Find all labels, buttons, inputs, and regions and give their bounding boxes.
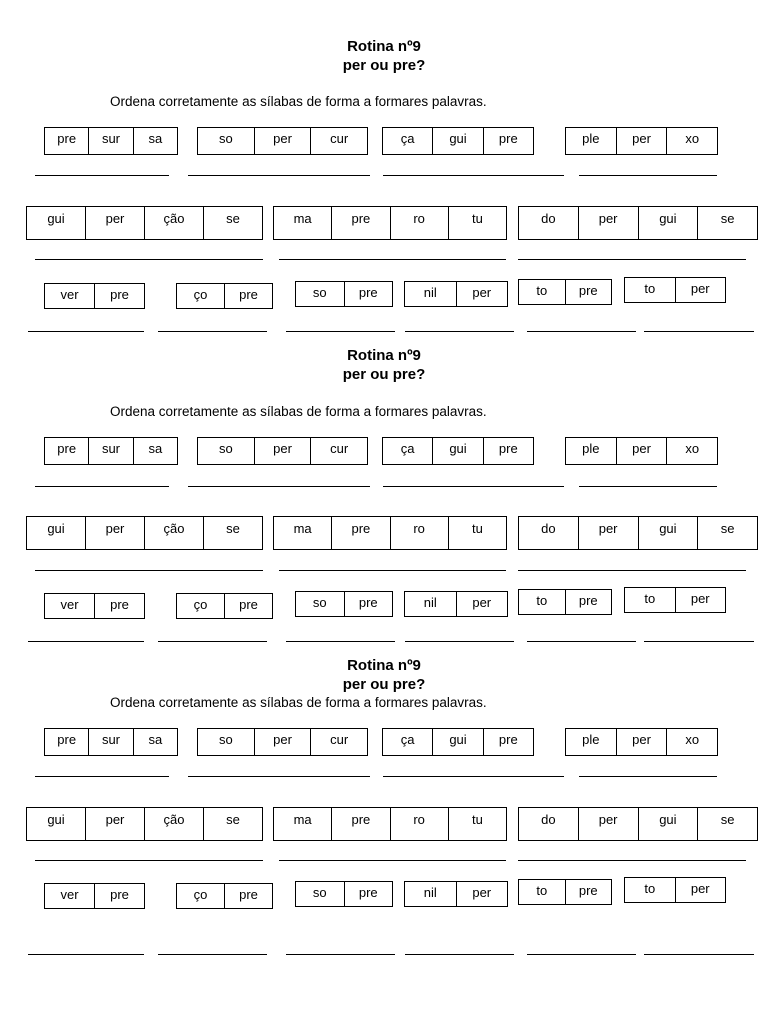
answer-line[interactable]: [286, 954, 395, 955]
syllable-cell: gui: [639, 808, 699, 840]
syllable-cell: per: [617, 729, 668, 755]
routine-question: per ou pre?: [342, 366, 426, 383]
syllable-cell: ver: [45, 884, 95, 908]
answer-line[interactable]: [383, 175, 564, 176]
syllable-box: [44, 883, 145, 909]
answer-line[interactable]: [35, 776, 169, 777]
syllable-cell: pre: [239, 597, 258, 612]
answer-line[interactable]: [35, 486, 169, 487]
answer-line[interactable]: [286, 331, 395, 332]
syllable-cell: ma: [274, 207, 332, 239]
syllable-box: [44, 728, 178, 756]
syllable-box: [26, 807, 263, 841]
syllable-box: [565, 127, 718, 155]
syllable-cell: gui: [639, 517, 699, 549]
syllable-cell: ple: [566, 128, 617, 154]
syllable-cell: per: [690, 881, 710, 896]
syllable-cell: gui: [433, 438, 483, 464]
syllable-cell: cur: [330, 131, 349, 146]
syllable-cell: to: [625, 878, 676, 902]
syllable-cell: per: [579, 808, 639, 840]
syllable-cell: gui: [433, 729, 483, 755]
syllable-cell: gui: [639, 207, 699, 239]
syllable-cell: ça: [383, 128, 433, 154]
syllable-cell: per: [579, 207, 639, 239]
syllable-cell: ço: [177, 284, 225, 308]
syllable-box: [404, 281, 508, 307]
syllable-cell: pre: [332, 207, 390, 239]
routine-heading: Rotina nº9: [347, 347, 421, 364]
syllable-box: [565, 437, 718, 465]
syllable-box: [273, 807, 507, 841]
syllable-cell: ça: [383, 729, 433, 755]
answer-line[interactable]: [35, 259, 263, 260]
syllable-cell: ro: [391, 517, 449, 549]
syllable-cell: gui: [27, 207, 86, 239]
syllable-cell: to: [625, 588, 676, 612]
answer-line[interactable]: [527, 331, 636, 332]
syllable-box: [44, 127, 178, 155]
syllable-cell: se: [720, 521, 735, 536]
syllable-cell: sa: [148, 441, 163, 456]
answer-line[interactable]: [518, 259, 746, 260]
syllable-cell: tu: [471, 812, 483, 827]
syllable-cell: pre: [110, 287, 129, 302]
answer-line[interactable]: [527, 641, 636, 642]
answer-line[interactable]: [405, 954, 514, 955]
syllable-cell: pre: [45, 128, 89, 154]
syllable-box: [624, 277, 726, 303]
syllable-cell: so: [296, 282, 345, 306]
syllable-cell: se: [720, 812, 735, 827]
syllable-cell: pre: [578, 593, 598, 608]
syllable-cell: per: [617, 128, 668, 154]
syllable-cell: sur: [89, 729, 133, 755]
syllable-box: [44, 437, 178, 465]
syllable-cell: per: [472, 885, 492, 900]
syllable-cell: nil: [405, 282, 457, 306]
syllable-cell: pre: [45, 438, 89, 464]
answer-line[interactable]: [518, 570, 746, 571]
syllable-box: [382, 437, 534, 465]
syllable-cell: so: [198, 128, 255, 154]
syllable-box: [44, 593, 145, 619]
syllable-cell: pre: [498, 732, 518, 747]
syllable-cell: per: [255, 128, 312, 154]
syllable-box: [518, 206, 758, 240]
syllable-cell: so: [296, 882, 345, 906]
answer-line[interactable]: [644, 954, 754, 955]
syllable-cell: per: [86, 207, 145, 239]
syllable-box: [518, 807, 758, 841]
syllable-box: [518, 879, 612, 905]
syllable-cell: sur: [89, 128, 133, 154]
syllable-box: [518, 279, 612, 305]
syllable-cell: per: [255, 729, 312, 755]
syllable-cell: to: [519, 280, 566, 304]
answer-line[interactable]: [405, 641, 514, 642]
answer-line[interactable]: [279, 860, 506, 861]
syllable-box: [197, 437, 368, 465]
answer-line[interactable]: [158, 331, 267, 332]
answer-line[interactable]: [158, 641, 267, 642]
syllable-cell: ma: [274, 808, 332, 840]
syllable-cell: gui: [433, 128, 483, 154]
answer-line[interactable]: [579, 486, 717, 487]
syllable-cell: per: [472, 595, 492, 610]
syllable-cell: pre: [578, 883, 598, 898]
answer-line[interactable]: [35, 860, 263, 861]
syllable-cell: per: [579, 517, 639, 549]
syllable-cell: ção: [145, 808, 204, 840]
syllable-cell: pre: [332, 808, 390, 840]
instruction-text: Ordena corretamente as sílabas de forma a formares palavras.: [110, 404, 487, 419]
routine-title: [0, 346, 768, 384]
syllable-cell: ço: [177, 884, 225, 908]
syllable-cell: to: [519, 590, 566, 614]
syllable-box: [624, 877, 726, 903]
syllable-cell: xo: [685, 131, 700, 146]
syllable-cell: per: [472, 285, 492, 300]
answer-line[interactable]: [279, 570, 506, 571]
answer-line[interactable]: [383, 776, 564, 777]
syllable-cell: to: [625, 278, 676, 302]
syllable-box: [176, 883, 273, 909]
syllable-cell: tu: [471, 211, 483, 226]
answer-line[interactable]: [518, 860, 746, 861]
syllable-cell: tu: [471, 521, 483, 536]
syllable-cell: per: [255, 438, 312, 464]
answer-line[interactable]: [644, 641, 754, 642]
syllable-cell: cur: [330, 732, 349, 747]
syllable-cell: ça: [383, 438, 433, 464]
syllable-cell: so: [198, 438, 255, 464]
syllable-box: [273, 516, 507, 550]
syllable-cell: pre: [498, 441, 518, 456]
syllable-cell: ma: [274, 517, 332, 549]
syllable-box: [295, 281, 393, 307]
routine-title: [0, 656, 768, 694]
answer-line[interactable]: [188, 776, 370, 777]
syllable-box: [624, 587, 726, 613]
syllable-cell: se: [226, 812, 240, 827]
syllable-cell: ção: [145, 207, 204, 239]
answer-line[interactable]: [28, 641, 144, 642]
syllable-cell: pre: [358, 595, 378, 610]
syllable-cell: gui: [27, 808, 86, 840]
routine-heading: Rotina nº9: [347, 657, 421, 674]
syllable-cell: ver: [45, 594, 95, 618]
answer-line[interactable]: [286, 641, 395, 642]
syllable-box: [44, 283, 145, 309]
answer-line[interactable]: [383, 486, 564, 487]
answer-line[interactable]: [579, 175, 717, 176]
syllable-box: [382, 728, 534, 756]
syllable-cell: xo: [685, 732, 700, 747]
answer-line[interactable]: [579, 776, 717, 777]
syllable-cell: se: [720, 211, 735, 226]
syllable-cell: so: [198, 729, 255, 755]
syllable-cell: pre: [239, 287, 258, 302]
syllable-cell: ple: [566, 729, 617, 755]
syllable-cell: ro: [391, 808, 449, 840]
instruction-text: Ordena corretamente as sílabas de forma a formares palavras.: [110, 695, 487, 710]
answer-line[interactable]: [35, 175, 169, 176]
syllable-cell: pre: [45, 729, 89, 755]
instruction-text: Ordena corretamente as sílabas de forma a formares palavras.: [110, 94, 487, 109]
syllable-cell: per: [86, 808, 145, 840]
answer-line[interactable]: [28, 331, 144, 332]
syllable-box: [176, 593, 273, 619]
routine-title: [0, 37, 768, 75]
syllable-cell: ver: [45, 284, 95, 308]
syllable-cell: cur: [330, 441, 349, 456]
syllable-cell: sur: [89, 438, 133, 464]
syllable-box: [518, 589, 612, 615]
syllable-cell: se: [226, 211, 240, 226]
answer-line[interactable]: [644, 331, 754, 332]
syllable-cell: sa: [148, 732, 163, 747]
syllable-cell: xo: [685, 441, 700, 456]
routine-question: per ou pre?: [342, 676, 426, 693]
syllable-cell: so: [296, 592, 345, 616]
syllable-cell: nil: [405, 592, 457, 616]
syllable-cell: per: [86, 517, 145, 549]
syllable-box: [382, 127, 534, 155]
answer-line[interactable]: [527, 954, 636, 955]
syllable-cell: do: [519, 207, 579, 239]
answer-line[interactable]: [28, 954, 144, 955]
syllable-cell: ção: [145, 517, 204, 549]
syllable-cell: pre: [358, 285, 378, 300]
syllable-cell: sa: [148, 131, 163, 146]
syllable-cell: pre: [358, 885, 378, 900]
syllable-cell: per: [690, 591, 710, 606]
syllable-box: [565, 728, 718, 756]
syllable-cell: per: [617, 438, 668, 464]
syllable-box: [176, 283, 273, 309]
syllable-cell: to: [519, 880, 566, 904]
syllable-box: [404, 591, 508, 617]
syllable-box: [197, 728, 368, 756]
answer-line[interactable]: [405, 331, 514, 332]
syllable-cell: do: [519, 808, 579, 840]
routine-question: per ou pre?: [342, 57, 426, 74]
syllable-cell: ço: [177, 594, 225, 618]
syllable-box: [26, 516, 263, 550]
syllable-cell: gui: [27, 517, 86, 549]
syllable-cell: pre: [239, 887, 258, 902]
answer-line[interactable]: [158, 954, 267, 955]
syllable-cell: pre: [110, 887, 129, 902]
syllable-box: [197, 127, 368, 155]
syllable-cell: pre: [498, 131, 518, 146]
routine-heading: Rotina nº9: [347, 38, 421, 55]
answer-line[interactable]: [279, 259, 506, 260]
syllable-cell: pre: [578, 283, 598, 298]
syllable-cell: pre: [110, 597, 129, 612]
syllable-cell: se: [226, 521, 240, 536]
syllable-box: [26, 206, 263, 240]
syllable-box: [518, 516, 758, 550]
syllable-box: [295, 591, 393, 617]
answer-line[interactable]: [35, 570, 263, 571]
syllable-cell: ple: [566, 438, 617, 464]
syllable-box: [404, 881, 508, 907]
answer-line[interactable]: [188, 486, 370, 487]
syllable-cell: ro: [391, 207, 449, 239]
syllable-cell: pre: [332, 517, 390, 549]
syllable-cell: per: [690, 281, 710, 296]
syllable-box: [273, 206, 507, 240]
syllable-cell: do: [519, 517, 579, 549]
answer-line[interactable]: [188, 175, 370, 176]
syllable-cell: nil: [405, 882, 457, 906]
syllable-box: [295, 881, 393, 907]
